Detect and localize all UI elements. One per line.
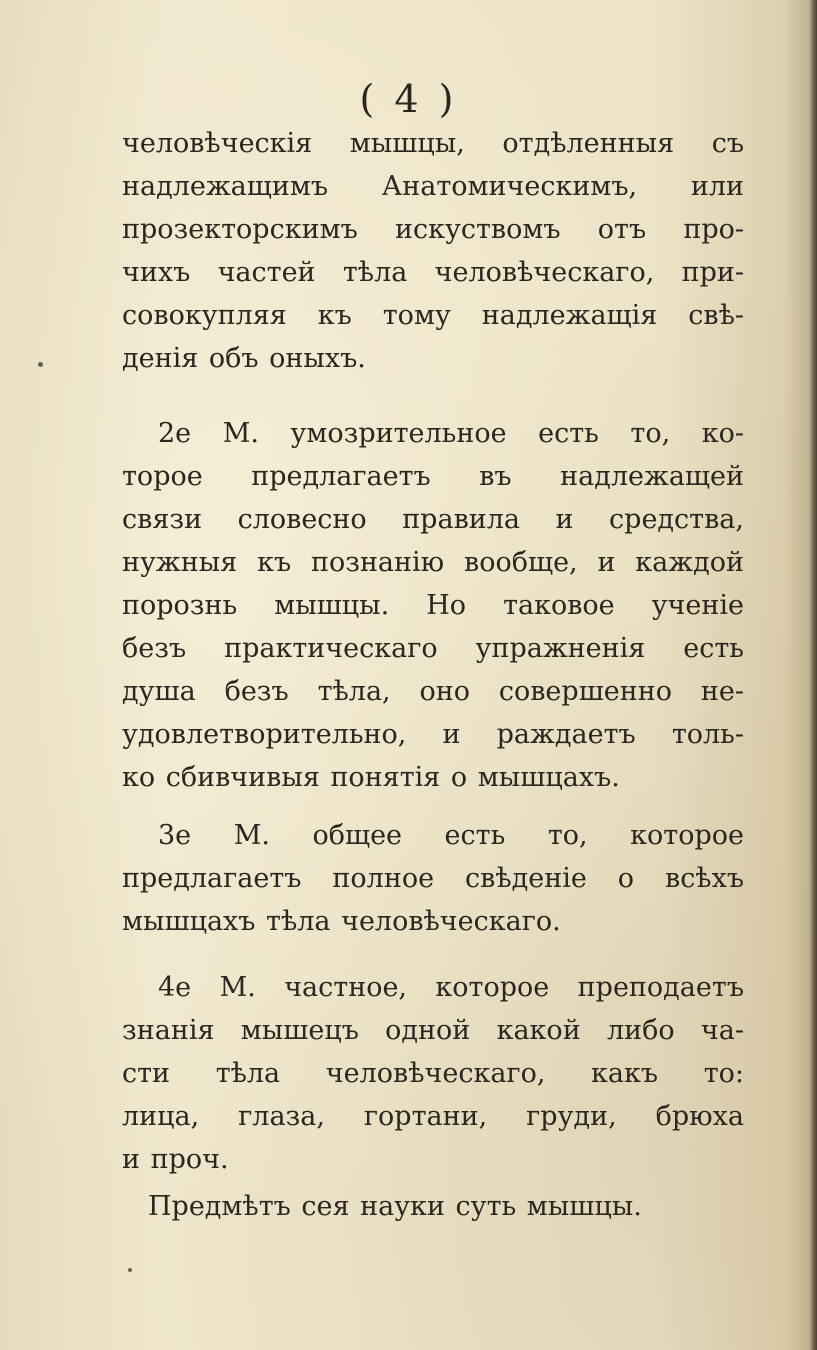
text-line: удовлетворительно, и раждаетъ толь- bbox=[122, 719, 744, 750]
paragraph-2 bbox=[122, 412, 744, 799]
text-line: торое предлагаетъ въ надлежащей bbox=[122, 461, 744, 492]
text-line: нужныя къ познанію вообще, и каждой bbox=[122, 547, 744, 578]
text-line: лица, глаза, гортани, груди, брюха bbox=[122, 1101, 744, 1132]
paragraph-4 bbox=[122, 966, 744, 1181]
text-line: знанія мышецъ одной какой либо ча- bbox=[122, 1015, 744, 1046]
text-line: Предмѣтъ сея науки суть мышцы. bbox=[148, 1191, 642, 1222]
text-line: душа безъ тѣла, оно совершенно не- bbox=[122, 676, 744, 707]
text-line: денія объ оныхъ. bbox=[122, 343, 366, 374]
text-line: и проч. bbox=[122, 1144, 229, 1175]
ink-speck bbox=[38, 362, 43, 367]
text-line: совокупляя къ тому надлежащія свѣ- bbox=[122, 300, 744, 331]
paragraph-3 bbox=[122, 814, 744, 943]
text-line: 3е М. общее есть то, которое bbox=[158, 820, 744, 851]
text-line: прозекторскимъ искуствомъ отъ про- bbox=[122, 214, 744, 245]
text-line: связи словесно правила и средства, bbox=[122, 504, 744, 535]
text-line: человѣческія мышцы, отдѣленныя съ bbox=[122, 128, 744, 159]
paragraph-1 bbox=[122, 122, 744, 380]
text-line: ко сбивчивыя понятія о мышцахъ. bbox=[122, 762, 620, 793]
text-line: порознь мышцы. Но таковое ученіе bbox=[122, 590, 744, 621]
text-line: надлежащимъ Анатомическимъ, или bbox=[122, 171, 744, 202]
ink-speck bbox=[128, 1268, 132, 1272]
page-number: ( 4 ) bbox=[359, 77, 458, 121]
paragraph-5 bbox=[122, 1185, 744, 1228]
page-edge bbox=[809, 0, 817, 1350]
text-line: предлагаетъ полное свѣденіе о всѣхъ bbox=[122, 863, 744, 894]
text-line: сти тѣла человѣческаго, какъ то: bbox=[122, 1058, 744, 1089]
text-line: 4е М. частное, которое преподаетъ bbox=[158, 972, 744, 1003]
text-line: 2е М. умозрительное есть то, ко- bbox=[158, 418, 744, 449]
text-line: мышцахъ тѣла человѣческаго. bbox=[122, 906, 561, 937]
text-line: безъ практическаго упражненія есть bbox=[122, 633, 744, 664]
text-line: чихъ частей тѣла человѣческаго, при- bbox=[122, 257, 744, 288]
